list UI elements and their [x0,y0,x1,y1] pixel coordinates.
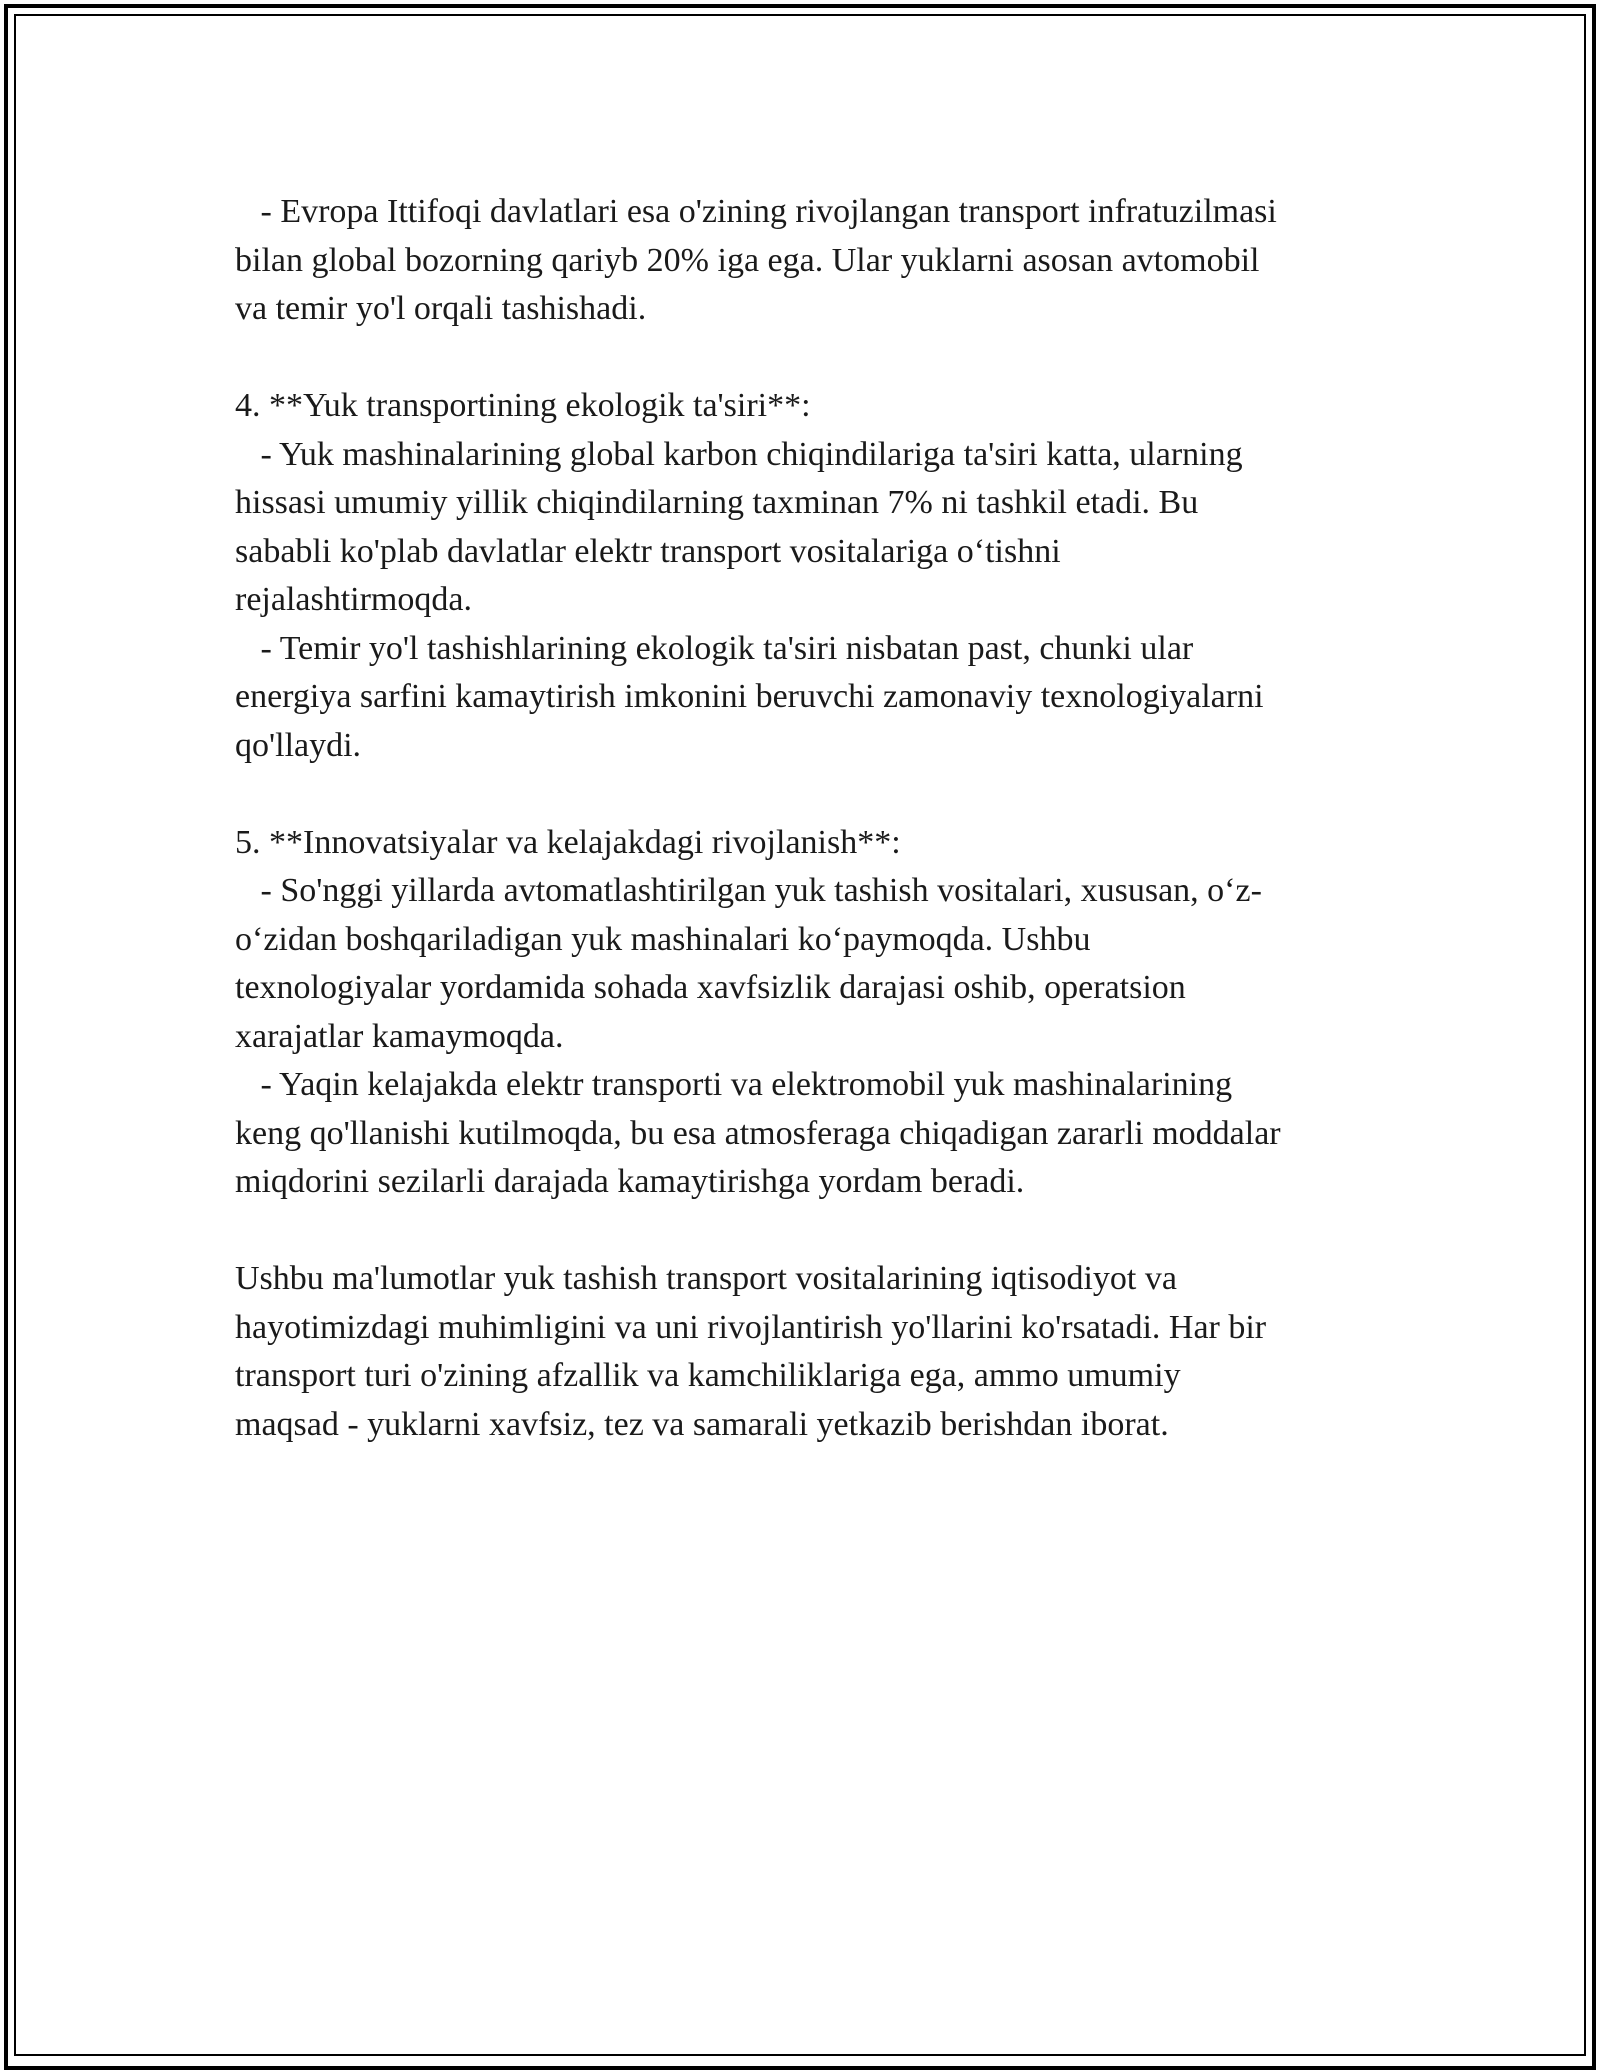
text-line: texnologiyalar yordamida sohada xavfsizlik darajasi oshib, operatsion [235,969,1186,1006]
text-line: Ushbu ma'lumotlar yuk tashish transport vositalarining iqtisodiyot va [235,1260,1177,1297]
blank-line [235,334,1395,383]
blank-line [235,1207,1395,1256]
text-line: sababli ko'plab davlatlar elektr transport vositalariga o‘tishni [235,532,1061,570]
text-line: - Temir yo'l tashishlarining ekologik ta'siri nisbatan past, chunki ular [235,629,1194,667]
section-heading: 4. **Yuk transportining ekologik ta'siri**: [235,387,811,424]
text-line: qo'llaydi. [235,726,362,764]
text-line: transport turi o'zining afzallik va kamchiliklariga ega, ammo umumiy [235,1357,1181,1394]
text-line: keng qo'llanishi kutilmoqda, bu esa atmosferaga chiqadigan zararli moddalar [235,1114,1281,1152]
document-body [235,188,1395,1449]
text-line: - Yaqin kelajakda elektr transporti va elektromobil yuk mashinalarining [235,1066,1233,1103]
text-line: rejalashtirmoqda. [235,581,472,618]
text-line: maqsad - yuklarni xavfsiz, tez va samarali yetkazib berishdan iborat. [235,1405,1169,1443]
text-line: miqdorini sezilarli darajada kamaytirishga yordam beradi. [235,1163,1025,1200]
text-line: o‘zidan boshqariladigan yuk mashinalari ko‘paymoqda. Ushbu [235,920,1091,958]
text-line: va temir yo'l orqali tashishadi. [235,290,647,327]
text-line: xarajatlar kamaymoqda. [235,1017,564,1055]
text-line: bilan global bozorning qariyb 20% iga ega. Ular yuklarni asosan avtomobil [235,241,1260,279]
text-line: hayotimizdagi muhimligini va uni rivojlantirish yo'llarini ko'rsatadi. Har bir [235,1308,1267,1346]
blank-line [235,770,1395,819]
text-line: - Yuk mashinalarining global karbon chiqindilariga ta'siri katta, ularning [235,435,1243,473]
text-line: hissasi umumiy yillik chiqindilarning taxminan 7% ni tashkil etadi. Bu [235,484,1199,521]
text-line: energiya sarfini kamaytirish imkonini beruvchi zamonaviy texnologiyalarni [235,678,1264,715]
text-line: - So'nggi yillarda avtomatlashtirilgan yuk tashish vositalari, xususan, o‘z- [235,872,1262,909]
section-heading: 5. **Innovatsiyalar va kelajakdagi rivojlanish**: [235,823,901,861]
text-line: - Evropa Ittifoqi davlatlari esa o'zining rivojlangan transport infratuzilmasi [235,193,1277,230]
